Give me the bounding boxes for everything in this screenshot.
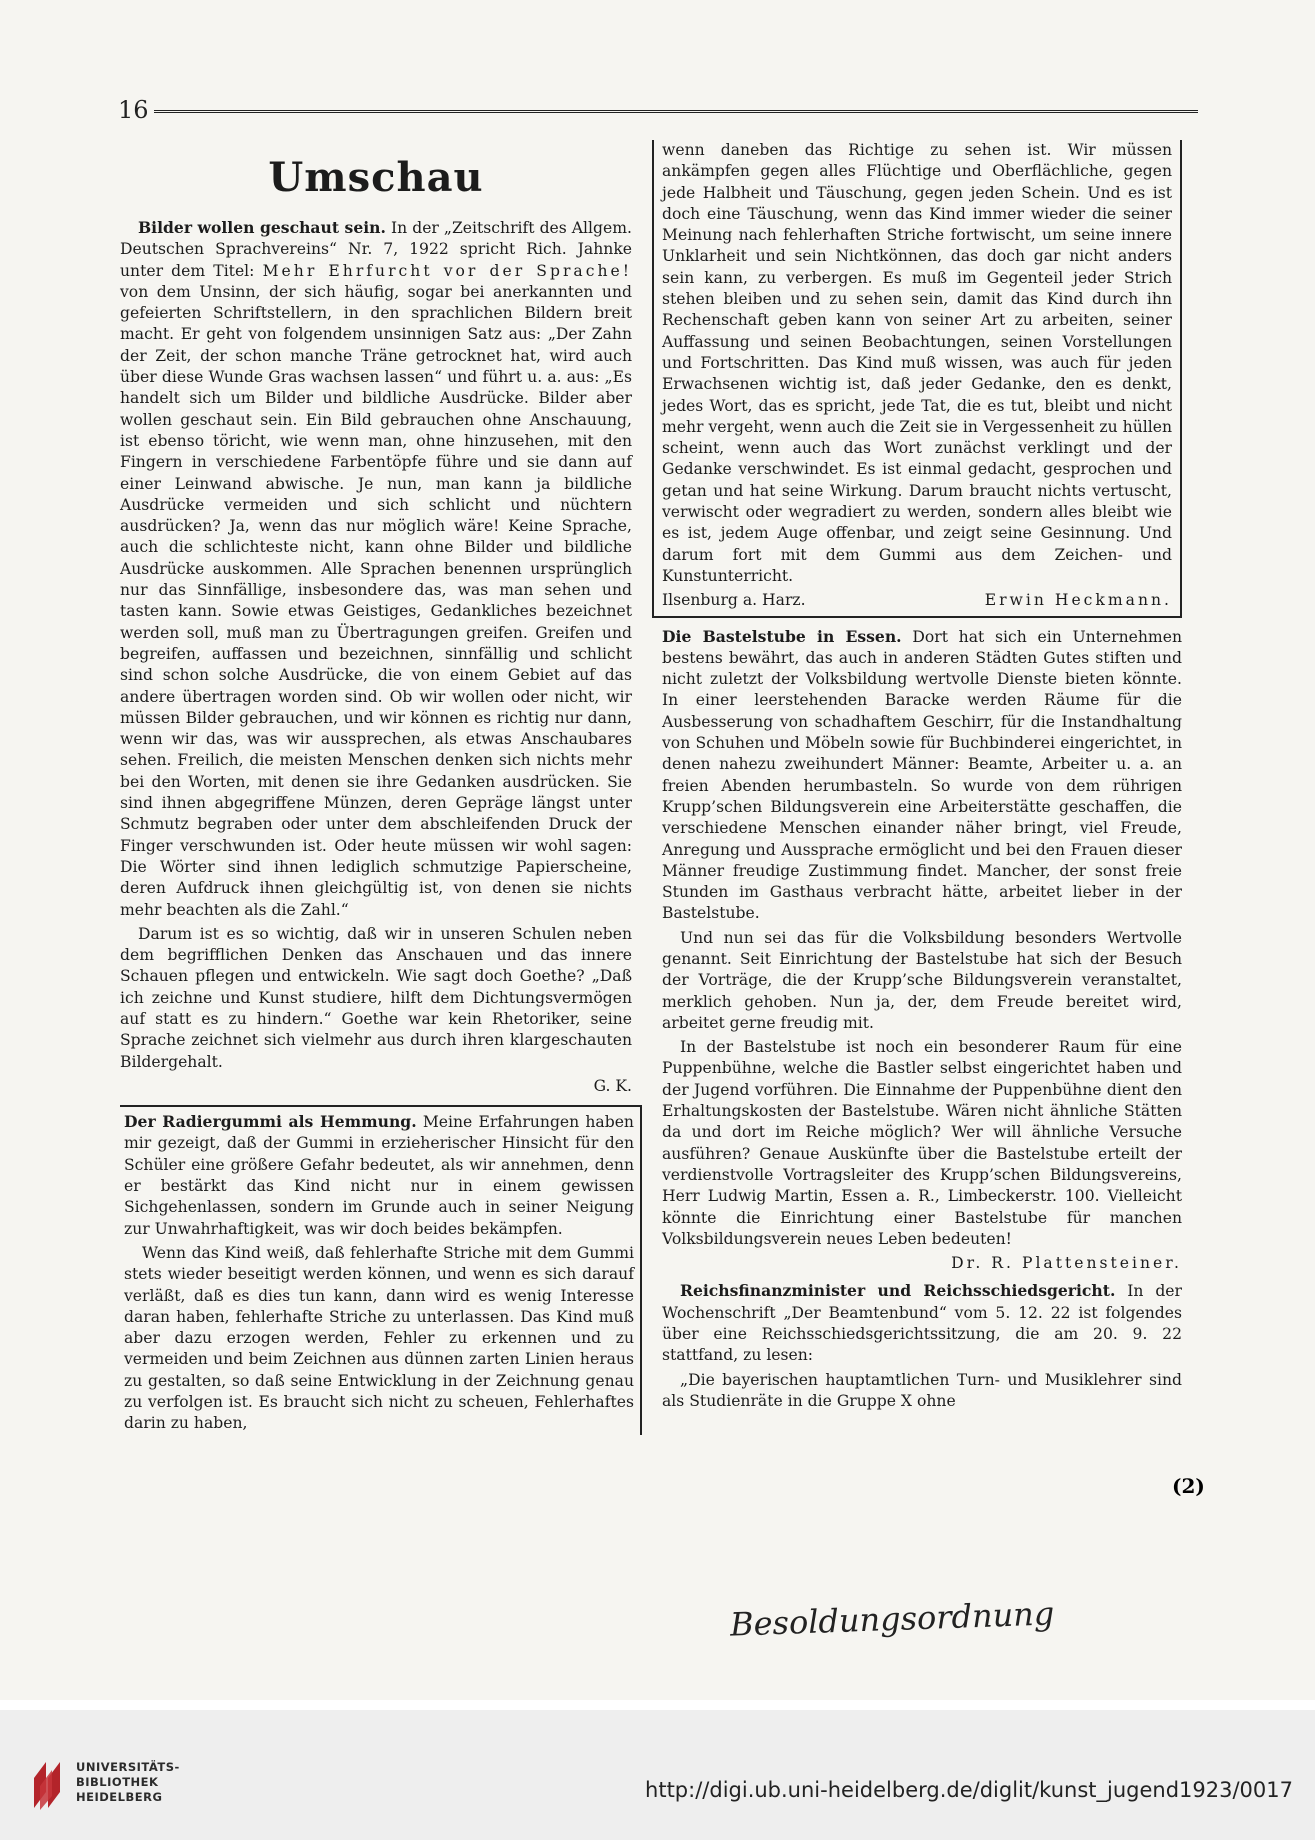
article-reichsfinanz-p1 <box>662 1280 1182 1366</box>
handwritten-note: Besoldungsordnung <box>729 1594 1055 1644</box>
article-bastelstube-signature: Dr. R. Plattensteiner. <box>951 1254 1182 1273</box>
signature-place: Ilsenburg a. Harz. <box>662 591 806 610</box>
header-rule <box>154 110 1198 113</box>
article-bastelstube-p3: In der Bastelstube ist noch ein besonderer Raum für eine Puppenbühne, welche die Bastler selbst eingerichtet haben und der Jugend vorführen. Die Einnahme der Puppenbühne dient den Erhaltungskosten der Bastelstube. Wären nicht ähnliche Stätten da und dort im Reiche möglich? Wer will ähnliche Versuche ausführen? Genaue Auskünfte über die Bastelstube erteilt der verdienstvolle Vortragsleiter des Krupp’schen Bildungsvereins, Herr Ludwig Martin, Essen a. R., Limbeckerstr. 100. Vielleicht könnte die Einrichtung einer Bastelstube für manchen Volksbildungsverein neues Leben bedeuten! <box>662 1038 1182 1248</box>
article-bilder-text-a: In der „Zeitschrift des Allgem. Deutschen Sprachvereins“ Nr. 7, 1922 spricht Rich. Jahnke unter dem Titel: <box>120 219 632 280</box>
logo-line-1: UNIVERSITÄTS- <box>76 1760 180 1774</box>
article-bilder-p1 <box>120 217 632 921</box>
article-radiergummi-signature <box>662 590 1172 611</box>
logo-line-2: BIBLIOTHEK <box>76 1775 159 1789</box>
signature-author: Erwin Heckmann. <box>984 591 1172 610</box>
article-reichsfinanz-p2: „Die bayerischen hauptamtlichen Turn- und Musiklehrer sind als Studienräte in die Gruppe X ohne <box>662 1370 1182 1410</box>
library-logo[interactable] <box>30 1756 300 1816</box>
margin-mark: (2) <box>1172 1474 1205 1498</box>
article-radiergummi <box>120 1105 642 1434</box>
article-bastelstube-text: Dort hat sich ein Unternehmen bestens bewährt, das auch in anderen Städten Gutes stiften und nicht zuletzt der Volksbildung wertvolle Dienste bieten könnte. In einer leerstehenden Baracke werden Räume für die Ausbesserung von schadhaftem Geschirr, für die Instandhaltung von Schuhen und Möbeln sowie für Buchbinderei eingerichtet, in denen nahezu zweihundert Männer: Beamte, Arbeiter u. a. an freien Abenden herumbasteln. So wurde von dem rührigen Krupp’schen Bildungsverein eine Arbeiterstätte geschaffen, die verschiedene Menschen einander näher bringt, viel Freude, Anregung und Aussprache ermöglicht und bei den Frauen dieser Männer freudige Zustimmung findet. Mancher, der sonst freie Stunden im Gasthaus verbracht hätte, arbeitet lieber in der Bastelstube. <box>662 627 1182 923</box>
section-title: Umschau <box>268 154 484 201</box>
article-bastelstube-p1 <box>662 626 1182 925</box>
article-bilder-text-b: von dem Unsinn, der sich häufig, sogar bei anerkannten und gefeierten Schriftstellern, in den sprachlichen Bildern breit macht. Er geht von folgendem unsinnigen Satz aus: „Der Zahn der Zeit, der schon manche Träne getrocknet hat, wird auch über diese Wunde Gras wachsen lassen“ und führt u. a. aus: „Es handelt sich um Bilder und bildliche Ausdrücke. Bilder aber wollen geschaut sein. Ein Bild gebrauchen ohne Anschauung, ist ebenso töricht, wie wenn man, ohne hinzusehen, mit den Fingern in verschiedene Farbentöpfe führe und sie dann auf einer Leinwand abwische. Je nun, man kann ja bildliche Ausdrücke vermeiden und sich schlicht und nüchtern ausdrücken? Ja, wenn das nur möglich wäre! Keine Sprache, auch die schlichteste nicht, kann ohne Bilder und bildliche Ausdrücke auskommen. Alle Sprachen benennen ursprünglich nur das Sinnfällige, insbesondere das, was man sehen und tasten kann. Sowie etwas Geistiges, Gedankliches bezeichnet werden soll, muß man zu Übertragungen greifen. Greifen und begreifen, auffassen und bezeichnen, sinnfällig und schlicht sind schon solche Ausdrücke, die von einem Gebiet auf das andere übertragen worden sind. Ob wir wollen oder nicht, wir müssen Bilder gebrauchen, und wir können es richtig nur dann, wenn wir das, was wir aussprechen, als etwas Anschaubares sehen. Freilich, die meisten Menschen denken sich nichts mehr bei den Worten, mit denen sie ihre Gedanken ausdrücken. Sie sind ihnen abgegriffene Münzen, deren Gepräge längst unter Schmutz begraben oder unter dem abschleifenden Druck der Finger verschwunden ist. Oder heute müssen wir wohl sagen: Die Wörter sind ihnen lediglich schmutzige Papierscheine, deren Aufdruck ihnen gleichgültig ist, von denen sie nichts mehr beachten als die Zahl.“ <box>120 282 632 919</box>
article-bilder-p2: Darum ist es so wichtig, daß wir in unseren Schulen neben dem begrifflichen Denken das Anschauen und das innere Schauen pflegen und entwickeln. Wie sagt doch Goethe? „Daß ich zeichne und Kunst studiere, hilft dem Dichtungsvermögen auf statt es zu hindern.“ Goethe war kein Rhetoriker, seine Sprache zeichnet sich vielmehr aus durch ihren klargeschauten Bildergehalt. <box>120 924 632 1071</box>
library-logo-text <box>76 1760 180 1805</box>
article-bilder-lead: Bilder wollen geschaut sein. <box>138 218 386 237</box>
article-bastelstube-lead: Die Bastelstube in Essen. <box>662 626 902 646</box>
article-radiergummi-continued <box>652 140 1182 618</box>
article-reichsfinanz-text: In der Wochenschrift „Der Beamtenbund“ vom 5. 12. 22 ist folgendes über eine Reichsschiedsgerichtssitzung, die am 20. 9. 22 stattfand, zu lesen: <box>662 1282 1182 1365</box>
article-radiergummi-lead: Der Radiergummi als Hemmung. <box>124 1112 417 1132</box>
article-radiergummi-text: Meine Erfahrungen haben mir gezeigt, daß der Gummi in erzieherischer Hinsicht für den Schüler eine größere Gefahr bedeutet, als wir annehmen, denn er bestärkt das Kind nicht nur in einem gewissen Sichgehenlassen, sondern im Grunde auch in seiner Neigung zur Unwahrhaftigkeit, was wir doch beides bekämpfen. <box>124 1113 634 1238</box>
page-number: 16 <box>118 96 149 124</box>
left-column <box>120 140 632 1438</box>
article-radiergummi-cont-p1: wenn daneben das Richtige zu sehen ist. Wir müssen ankämpfen gegen alles Flüchtige und Oberflächliche, gegen jede Halbheit und Täuschung, gegen jeden Schein. Und es ist doch eine Täuschung, wenn das Kind immer wieder die seiner Meinung nach fehlerhaften Striche fortwischt, um seine innere Unklarheit und sein Nichtkönnen, das doch gar nicht anders sein kann, zu verbergen. Es muß im Gegenteil jeder Strich stehen bleiben und zu sehen sein, damit das Kind durch ihn Rechenschaft geben kann von seiner Art zu arbeiten, seiner Auffassung und seinen Beobachtungen, seinen Vorstellungen und Fortschritten. Das Kind muß wissen, was auch für jeden Erwachsenen wichtig ist, daß jeder Gedanke, den es denkt, jedes Wort, das es spricht, jede Tat, die es tut, bleibt und nicht mehr vergeht, wenn auch die Zeit sie in Vergessenheit zu hüllen scheint, wenn auch das Wort zunächst verklingt und der Gedanke verschwindet. Es ist einmal gedacht, gesprochen und getan und hat seine Wirkung. Darum braucht nichts vertuscht, verwischt oder wegradiert zu werden, sondern alles bleibt wie es ist, jedem Auge offenbar, und zeigt seine Gesinnung. Und darum fort mit dem Gummi aus dem Zeichen- und Kunstunterricht. <box>662 141 1172 585</box>
logo-line-3: HEIDELBERG <box>76 1790 163 1804</box>
article-bilder-signature: G. K. <box>593 1076 632 1095</box>
article-radiergummi-p2: Wenn das Kind weiß, daß fehlerhafte Striche mit dem Gummi stets wieder beseitigt werden können, und wenn es sich darauf verläßt, daß es dies tun kann, dann wird es wenig Interesse daran haben, fehlerhafte Striche zu unterlassen. Das Kind muß aber dazu erzogen werden, Fehler zu erkennen und zu vermeiden und beim Zeichnen aus dünnen zarten Linien heraus zu gestalten, so daß seine Entwicklung in der Zeichnung genau zu verfolgen ist. Es braucht sich nicht zu scheuen, Fehlerhaftes darin zu haben, <box>124 1243 634 1433</box>
page-header <box>118 96 1198 126</box>
source-url[interactable]: http://digi.ub.uni-heidelberg.de/diglit/kunst_jugend1923/0017 <box>645 1778 1293 1802</box>
article-radiergummi-p1 <box>124 1111 634 1240</box>
article-bilder-cited-title: Mehr Ehrfurcht vor der Sprache! <box>262 261 632 280</box>
footer-bar <box>0 1710 1315 1840</box>
right-column <box>662 140 1182 1415</box>
library-logo-icon <box>30 1756 68 1812</box>
article-reichsfinanz-lead: Reichsfinanzminister und Reichsschiedsgericht. <box>680 1281 1116 1301</box>
article-bastelstube-p2: Und nun sei das für die Volksbildung besonders Wertvolle genannt. Seit Einrichtung der Bastelstube hat sich der Besuch der Vorträge, die der Krupp’sche Bildungsverein veranstaltet, merklich gehoben. Nun ja, der, dem Freude bereitet wird, arbeitet gerne freudig mit. <box>662 928 1182 1032</box>
